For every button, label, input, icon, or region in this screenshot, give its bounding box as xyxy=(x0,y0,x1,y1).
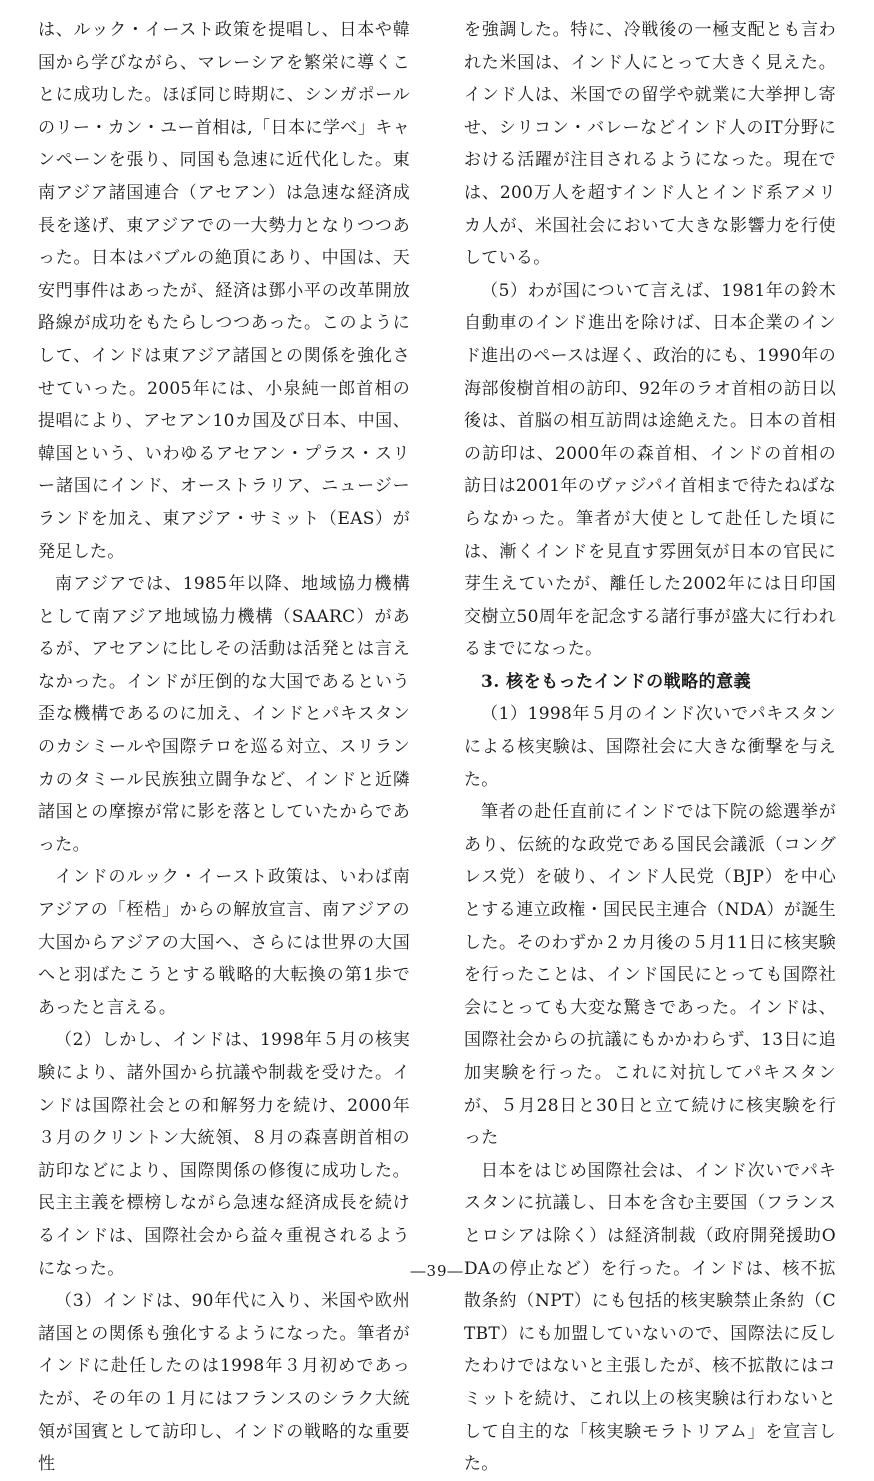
body-paragraph: 南アジアでは、1985年以降、地域協力機構として南アジア地域協力機構（SAARC）があるが、アセアンに比しその活動は活発とは言えなかった。インドが圧倒的な大国であるという歪な機構であるのに加え、インドとパキスタンのカシミールや国際テロを巡る対立、スリランカのタミール民族独立闘争など、インドと近隣諸国との摩擦が常に影を落としていたからであった。 xyxy=(38,574,410,855)
body-paragraph: を強調した。特に、冷戦後の一極支配とも言われた米国は、インド人にとって大きく見えた。インド人は、米国での留学や就業に大挙押し寄せ、シリコン・バレーなどインド人のIT分野における活躍が注目されるようになった。現在では、200万人を超すインド人とインド系アメリカ人が、米国社会において大きな影響力を行使している。 xyxy=(464,20,836,269)
left-text-column xyxy=(38,14,410,1481)
page-number: ―39― xyxy=(410,1262,464,1280)
body-paragraph: （1）1998年５月のインド次いでパキスタンによる核実験は、国際社会に大きな衝撃を与えた。 xyxy=(464,704,836,790)
right-text-column xyxy=(464,14,836,1481)
body-paragraph: インドのルック・イースト政策は、いわば南アジアの「桎梏」からの解放宣言、南アジアの大国からアジアの大国へ、さらには世界の大国へと羽ばたこうとする戦略的大転換の第1歩であったと言える。 xyxy=(38,867,410,1018)
body-paragraph: 筆者の赴任直前にインドでは下院の総選挙があり、伝統的な政党である国民会議派（コングレス党）を破り、インド人民党（BJP）を中心とする連立政権・国民民主連合（NDA）が誕生した。そのわずか２カ月後の５月11日に核実験を行ったことは、インド国民にとっても国際社会にとっても大変な驚きであった。インドは、国際社会からの抗議にもかかわらず、13日に追加実験を行った。これに対抗してパキスタンが、５月28日と30日と立て続けに核実験を行った xyxy=(464,802,836,1149)
body-paragraph: （3）インドは、90年代に入り、米国や欧州諸国との関係も強化するようになった。筆者がインドに赴任したのは1998年３月初めであったが、その年の１月にはフランスのシラク大統領が国賓として訪印し、インドの戦略的な重要性 xyxy=(38,1291,410,1475)
section-heading: 3. 核をもったインドの戦略的意義 xyxy=(481,671,752,692)
body-paragraph: （5）わが国について言えば、1981年の鈴木自動車のインド進出を除けば、日本企業のインド進出のペースは遅く、政治的にも、1990年の海部俊樹首相の訪印、92年のラオ首相の訪日以後は、首脳の相互訪問は途絶えた。日本の首相の訪印は、2000年の森首相、インドの首相の訪日は2001年のヴァジパイ首相まで待たねばならなかった。筆者が大使として赴任した頃には、漸くインドを見直す雰囲気が日本の官民に芽生えていたが、離任した2002年には日印国交樹立50周年を記念する諸行事が盛大に行われるまでになった。 xyxy=(464,280,836,660)
body-paragraph: は、ルック・イースト政策を提唱し、日本や韓国から学びながら、マレーシアを繁栄に導くことに成功した。ほぼ同じ時期に、シンガポールのリー・カン・ユー首相は,「日本に学べ」キャンペーンを張り、同国も急速に近代化した。東南アジア諸国連合（アセアン）は急速な経済成長を遂げ、東アジアでの一大勢力となりつつあった。日本はバブルの絶頂にあり、中国は、天安門事件はあったが、経済は鄧小平の改革開放路線が成功をもたらしつつあった。このようにして、インドは東アジア諸国との関係を強化させていった。2005年には、小泉純一郎首相の提唱により、アセアン10カ国及び日本、中国、韓国という、いわゆるアセアン・プラス・スリー諸国にインド、オーストラリア、ニュージーランドを加え、東アジア・サミット（EAS）が発足した。 xyxy=(38,20,410,562)
body-paragraph: （2）しかし、インドは、1998年５月の核実験により、諸外国から抗議や制裁を受けた。インドは国際社会との和解努力を続け、2000年３月のクリントン大統領、８月の森喜朗首相の訪印などにより、国際関係の修復に成功した。民主主義を標榜しながら急速な経済成長を続けるインドは、国際社会から益々重視されるようになった。 xyxy=(38,1030,410,1279)
body-paragraph: 日本をはじめ国際社会は、インド次いでパキスタンに抗議し、日本を含む主要国（フランスとロシアは除く）は経済制裁（政府開発援助ODAの停止など）を行った。インドは、核不拡散条約（NPT）にも包括的核実験禁止条約（CTBT）にも加盟していないので、国際法に反したわけではないと主張したが、核不拡散にはコミットを続け、これ以上の核実験は行わないとして自主的な「核実験モラトリアム」を宣言した。 xyxy=(464,1160,836,1475)
